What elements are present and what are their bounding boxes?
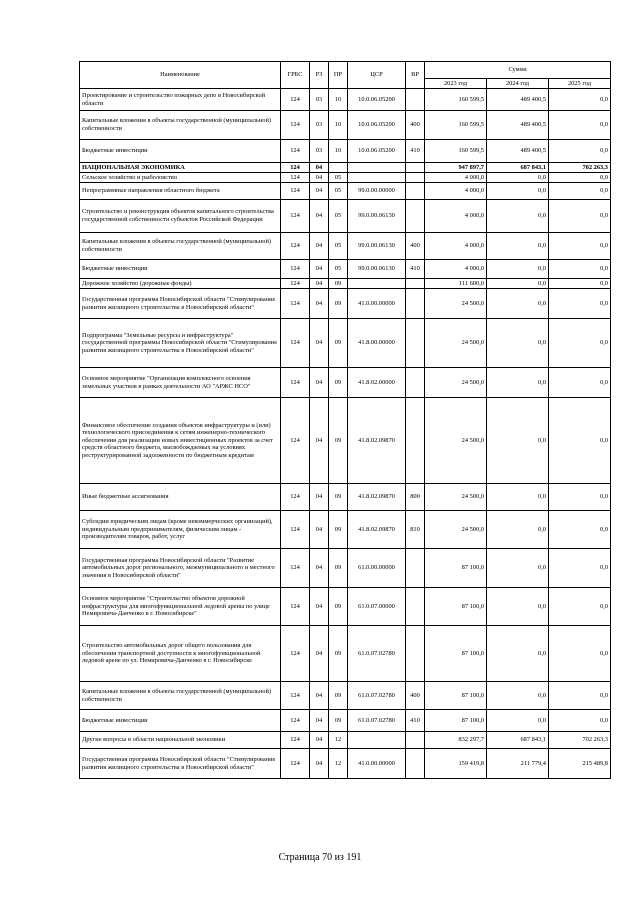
cell-name: Подпрограмма "Земельные ресурсы и инфраструктура" государственной программы Новосибирской области "Стимулирование развития жилищного строительства в Новосибирской области" bbox=[80, 319, 281, 368]
cell-vr bbox=[406, 163, 425, 173]
cell-rz: 04 bbox=[310, 279, 329, 289]
cell-vr bbox=[406, 173, 425, 183]
cell-pr: 09 bbox=[329, 289, 348, 319]
cell-pr: 05 bbox=[329, 183, 348, 200]
cell-2023: 832 297,7 bbox=[425, 732, 487, 749]
cell-grbs: 124 bbox=[281, 511, 310, 549]
cell-grbs: 124 bbox=[281, 626, 310, 682]
budget-table bbox=[79, 61, 611, 779]
cell-pr: 10 bbox=[329, 140, 348, 163]
table-row bbox=[80, 260, 611, 279]
table-row bbox=[80, 289, 611, 319]
table-row bbox=[80, 173, 611, 183]
table-row bbox=[80, 484, 611, 511]
cell-rz: 04 bbox=[310, 173, 329, 183]
cell-csr: 61.0.07.02780 bbox=[348, 710, 406, 732]
cell-csr: 41.8.00.00000 bbox=[348, 319, 406, 368]
table-row bbox=[80, 626, 611, 682]
cell-name: Бюджетные инвестиции bbox=[80, 710, 281, 732]
cell-rz: 04 bbox=[310, 549, 329, 588]
cell-vr: 400 bbox=[406, 233, 425, 260]
cell-name: Строительство автомобильных дорог общего пользования для обеспечения транспортной доступности к многофункциональной ледовой арене по ул. Немировича-Данченко в г. Новосибирске bbox=[80, 626, 281, 682]
cell-2023: 160 599,5 bbox=[425, 140, 487, 163]
cell-grbs: 124 bbox=[281, 140, 310, 163]
col-header-sum: Сумма bbox=[425, 62, 611, 79]
col-header-pr: ПР bbox=[329, 62, 348, 89]
cell-name: Другие вопросы в области национальной экономики bbox=[80, 732, 281, 749]
cell-grbs: 124 bbox=[281, 710, 310, 732]
col-header-name: Наименование bbox=[80, 62, 281, 89]
cell-csr bbox=[348, 173, 406, 183]
table-row bbox=[80, 749, 611, 779]
cell-rz: 04 bbox=[310, 398, 329, 484]
cell-grbs: 124 bbox=[281, 588, 310, 626]
col-header-year-2025: 2025 год bbox=[549, 79, 611, 89]
cell-csr: 99.0.00.06130 bbox=[348, 200, 406, 233]
col-header-csr: ЦСР bbox=[348, 62, 406, 89]
cell-grbs: 124 bbox=[281, 682, 310, 710]
cell-2023: 111 600,0 bbox=[425, 279, 487, 289]
cell-pr: 05 bbox=[329, 233, 348, 260]
cell-rz: 04 bbox=[310, 511, 329, 549]
cell-rz: 04 bbox=[310, 749, 329, 779]
cell-2025: 0,0 bbox=[549, 233, 611, 260]
cell-csr: 99.0.00.00000 bbox=[348, 183, 406, 200]
cell-2025: 0,0 bbox=[549, 511, 611, 549]
cell-grbs: 124 bbox=[281, 163, 310, 173]
cell-pr: 09 bbox=[329, 626, 348, 682]
cell-2025: 0,0 bbox=[549, 588, 611, 626]
cell-grbs: 124 bbox=[281, 111, 310, 140]
cell-vr bbox=[406, 588, 425, 626]
cell-2024: 687 843,1 bbox=[487, 732, 549, 749]
cell-rz: 03 bbox=[310, 140, 329, 163]
cell-csr: 41.8.02.09870 bbox=[348, 398, 406, 484]
cell-rz: 04 bbox=[310, 200, 329, 233]
cell-2023: 160 599,5 bbox=[425, 89, 487, 111]
cell-2024: 0,0 bbox=[487, 183, 549, 200]
page-number: Страница 70 из 191 bbox=[278, 852, 362, 863]
cell-vr bbox=[406, 319, 425, 368]
cell-2025: 0,0 bbox=[549, 183, 611, 200]
cell-2023: 24 500,0 bbox=[425, 368, 487, 398]
cell-name: Непрограммные направления областного бюджета bbox=[80, 183, 281, 200]
cell-name: Государственная программа Новосибирской области "Стимулирование развития жилищного строительства в Новосибирской области" bbox=[80, 749, 281, 779]
cell-csr bbox=[348, 163, 406, 173]
cell-vr: 400 bbox=[406, 111, 425, 140]
cell-2024: 0,0 bbox=[487, 319, 549, 368]
cell-csr: 41.8.02.00000 bbox=[348, 368, 406, 398]
cell-2023: 4 000,0 bbox=[425, 200, 487, 233]
cell-2023: 87 100,0 bbox=[425, 710, 487, 732]
cell-2023: 24 500,0 bbox=[425, 289, 487, 319]
table-row bbox=[80, 588, 611, 626]
cell-2024: 0,0 bbox=[487, 398, 549, 484]
col-header-year-2023: 2023 год bbox=[425, 79, 487, 89]
cell-2023: 159 419,8 bbox=[425, 749, 487, 779]
cell-2025: 0,0 bbox=[549, 710, 611, 732]
cell-2023: 24 500,0 bbox=[425, 511, 487, 549]
cell-vr: 410 bbox=[406, 260, 425, 279]
cell-2025: 0,0 bbox=[549, 279, 611, 289]
cell-grbs: 124 bbox=[281, 233, 310, 260]
cell-csr: 99.0.00.06130 bbox=[348, 233, 406, 260]
cell-2023: 4 000,0 bbox=[425, 183, 487, 200]
cell-rz: 04 bbox=[310, 260, 329, 279]
cell-2025: 0,0 bbox=[549, 173, 611, 183]
cell-name: Государственная программа Новосибирской области "Стимулирование развития жилищного строительства в Новосибирской области" bbox=[80, 289, 281, 319]
table-row bbox=[80, 233, 611, 260]
cell-name: НАЦИОНАЛЬНАЯ ЭКОНОМИКА bbox=[80, 163, 281, 173]
table-row bbox=[80, 549, 611, 588]
cell-csr bbox=[348, 279, 406, 289]
table-row bbox=[80, 319, 611, 368]
cell-csr: 99.0.00.06130 bbox=[348, 260, 406, 279]
cell-2024: 0,0 bbox=[487, 549, 549, 588]
cell-2025: 0,0 bbox=[549, 398, 611, 484]
cell-2025: 0,0 bbox=[549, 89, 611, 111]
table-row bbox=[80, 732, 611, 749]
cell-csr: 41.0.00.00000 bbox=[348, 289, 406, 319]
cell-csr: 61.0.07.00000 bbox=[348, 588, 406, 626]
cell-2024: 489 400,5 bbox=[487, 89, 549, 111]
cell-grbs: 124 bbox=[281, 289, 310, 319]
cell-csr: 61.0.00.00000 bbox=[348, 549, 406, 588]
cell-2023: 24 500,0 bbox=[425, 319, 487, 368]
cell-grbs: 124 bbox=[281, 200, 310, 233]
cell-pr: 09 bbox=[329, 319, 348, 368]
cell-2025: 0,0 bbox=[549, 484, 611, 511]
cell-csr: 10.0.06.05200 bbox=[348, 140, 406, 163]
cell-rz: 04 bbox=[310, 368, 329, 398]
cell-pr: 09 bbox=[329, 682, 348, 710]
table-row bbox=[80, 398, 611, 484]
cell-2025: 0,0 bbox=[549, 626, 611, 682]
cell-vr: 400 bbox=[406, 682, 425, 710]
table-row bbox=[80, 511, 611, 549]
cell-rz: 04 bbox=[310, 732, 329, 749]
cell-rz: 04 bbox=[310, 710, 329, 732]
cell-2024: 0,0 bbox=[487, 173, 549, 183]
cell-2024: 489 400,5 bbox=[487, 111, 549, 140]
cell-grbs: 124 bbox=[281, 183, 310, 200]
col-header-rz: РЗ bbox=[310, 62, 329, 89]
cell-pr: 09 bbox=[329, 368, 348, 398]
col-header-vr: ВР bbox=[406, 62, 425, 89]
cell-2024: 0,0 bbox=[487, 368, 549, 398]
cell-csr: 41.8.02.09870 bbox=[348, 511, 406, 549]
cell-pr: 09 bbox=[329, 279, 348, 289]
cell-2023: 87 100,0 bbox=[425, 682, 487, 710]
cell-name: Финансовое обеспечение создания объектов инфраструктуры и (или) технологического присоединения к сетям инженерно-технического обеспечения для реализации новых инвестиционных проектов за счет средств областного бюджета, высвобождаемых на условиях реструктурированной задолженности по бюджетным кредитам bbox=[80, 398, 281, 484]
cell-2024: 0,0 bbox=[487, 279, 549, 289]
cell-2023: 4 000,0 bbox=[425, 260, 487, 279]
cell-vr bbox=[406, 398, 425, 484]
cell-2024: 0,0 bbox=[487, 682, 549, 710]
cell-pr: 12 bbox=[329, 732, 348, 749]
cell-name: Иные бюджетные ассигнования bbox=[80, 484, 281, 511]
cell-2024: 0,0 bbox=[487, 710, 549, 732]
budget-table-sheet bbox=[79, 61, 610, 779]
cell-2023: 160 599,5 bbox=[425, 111, 487, 140]
cell-name: Сельское хозяйство и рыболовство bbox=[80, 173, 281, 183]
cell-name: Капитальные вложения в объекты государственной (муниципальной) собственности bbox=[80, 233, 281, 260]
cell-rz: 04 bbox=[310, 289, 329, 319]
cell-vr bbox=[406, 200, 425, 233]
cell-2025: 702 263,3 bbox=[549, 163, 611, 173]
table-body bbox=[80, 89, 611, 779]
cell-grbs: 124 bbox=[281, 368, 310, 398]
cell-csr: 61.0.07.02780 bbox=[348, 682, 406, 710]
cell-2024: 0,0 bbox=[487, 289, 549, 319]
cell-name: Проектирование и строительство пожарных депо в Новосибирской области bbox=[80, 89, 281, 111]
cell-2025: 0,0 bbox=[549, 260, 611, 279]
cell-2024: 0,0 bbox=[487, 626, 549, 682]
cell-name: Дорожное хозяйство (дорожные фонды) bbox=[80, 279, 281, 289]
cell-pr bbox=[329, 163, 348, 173]
cell-rz: 04 bbox=[310, 484, 329, 511]
cell-2023: 24 500,0 bbox=[425, 398, 487, 484]
cell-2025: 0,0 bbox=[549, 368, 611, 398]
cell-2024: 687 843,1 bbox=[487, 163, 549, 173]
cell-vr bbox=[406, 279, 425, 289]
cell-2024: 0,0 bbox=[487, 260, 549, 279]
cell-grbs: 124 bbox=[281, 749, 310, 779]
cell-2025: 0,0 bbox=[549, 111, 611, 140]
cell-pr: 10 bbox=[329, 89, 348, 111]
cell-name: Бюджетные инвестиции bbox=[80, 140, 281, 163]
table-row bbox=[80, 140, 611, 163]
cell-vr bbox=[406, 183, 425, 200]
cell-csr bbox=[348, 732, 406, 749]
cell-pr: 09 bbox=[329, 484, 348, 511]
cell-2024: 0,0 bbox=[487, 233, 549, 260]
cell-name: Субсидии юридическим лицам (кроме некоммерческих организаций), индивидуальным предпринимателям, физическим лицам - производителям товаров, работ, услуг bbox=[80, 511, 281, 549]
cell-vr bbox=[406, 626, 425, 682]
cell-2025: 0,0 bbox=[549, 140, 611, 163]
cell-2024: 489 400,5 bbox=[487, 140, 549, 163]
cell-pr: 12 bbox=[329, 749, 348, 779]
cell-2024: 0,0 bbox=[487, 511, 549, 549]
table-row bbox=[80, 710, 611, 732]
table-row bbox=[80, 368, 611, 398]
cell-pr: 10 bbox=[329, 111, 348, 140]
cell-pr: 05 bbox=[329, 260, 348, 279]
col-header-grbs: ГРБС bbox=[281, 62, 310, 89]
cell-name: Капитальные вложения в объекты государственной (муниципальной) собственности bbox=[80, 111, 281, 140]
cell-2025: 702 263,3 bbox=[549, 732, 611, 749]
cell-csr: 10.0.06.05200 bbox=[348, 111, 406, 140]
cell-2025: 0,0 bbox=[549, 682, 611, 710]
cell-name: Государственная программа Новосибирской области "Развитие автомобильных дорог регионального, межмуниципального и местного значения в Новосибирской области" bbox=[80, 549, 281, 588]
cell-2023: 87 100,0 bbox=[425, 549, 487, 588]
cell-rz: 04 bbox=[310, 183, 329, 200]
cell-name: Основное мероприятие "Строительство объектов дорожной инфраструктуры для многофункциональной ледовой арены по улице Немировича-Данченко в г. Новосибирске" bbox=[80, 588, 281, 626]
cell-2023: 24 500,0 bbox=[425, 484, 487, 511]
cell-2025: 0,0 bbox=[549, 319, 611, 368]
cell-csr: 41.0.00.00000 bbox=[348, 749, 406, 779]
cell-csr: 41.8.02.09870 bbox=[348, 484, 406, 511]
table-row bbox=[80, 200, 611, 233]
table-row bbox=[80, 279, 611, 289]
cell-vr: 810 bbox=[406, 511, 425, 549]
cell-rz: 03 bbox=[310, 89, 329, 111]
cell-name: Бюджетные инвестиции bbox=[80, 260, 281, 279]
cell-csr: 10.0.06.05200 bbox=[348, 89, 406, 111]
cell-pr: 05 bbox=[329, 200, 348, 233]
cell-grbs: 124 bbox=[281, 279, 310, 289]
cell-vr bbox=[406, 549, 425, 588]
cell-2023: 947 897,7 bbox=[425, 163, 487, 173]
cell-vr: 410 bbox=[406, 710, 425, 732]
cell-pr: 09 bbox=[329, 511, 348, 549]
col-header-year-2024: 2024 год bbox=[487, 79, 549, 89]
cell-pr: 05 bbox=[329, 173, 348, 183]
cell-rz: 04 bbox=[310, 588, 329, 626]
cell-2024: 0,0 bbox=[487, 200, 549, 233]
table-row bbox=[80, 183, 611, 200]
cell-name: Основное мероприятие "Организация комплексного освоения земельных участков в рамках деятельности АО "АРЖС НСО" bbox=[80, 368, 281, 398]
cell-2025: 0,0 bbox=[549, 200, 611, 233]
cell-vr: 800 bbox=[406, 484, 425, 511]
table-row bbox=[80, 111, 611, 140]
cell-name: Капитальные вложения в объекты государственной (муниципальной) собственности bbox=[80, 682, 281, 710]
cell-grbs: 124 bbox=[281, 398, 310, 484]
cell-2023: 87 100,0 bbox=[425, 588, 487, 626]
cell-rz: 04 bbox=[310, 682, 329, 710]
cell-grbs: 124 bbox=[281, 319, 310, 368]
cell-grbs: 124 bbox=[281, 173, 310, 183]
cell-pr: 09 bbox=[329, 398, 348, 484]
cell-2023: 4 000,0 bbox=[425, 233, 487, 260]
cell-pr: 09 bbox=[329, 710, 348, 732]
cell-vr bbox=[406, 749, 425, 779]
cell-vr bbox=[406, 89, 425, 111]
cell-2023: 4 000,0 bbox=[425, 173, 487, 183]
cell-rz: 04 bbox=[310, 233, 329, 260]
cell-vr bbox=[406, 732, 425, 749]
cell-csr: 61.0.07.02780 bbox=[348, 626, 406, 682]
cell-vr bbox=[406, 289, 425, 319]
table-row bbox=[80, 163, 611, 173]
cell-2024: 0,0 bbox=[487, 588, 549, 626]
cell-2023: 87 100,0 bbox=[425, 626, 487, 682]
cell-name: Строительство и реконструкция объектов капитального строительства государственной собственности субъектов Российской Федерации bbox=[80, 200, 281, 233]
cell-grbs: 124 bbox=[281, 89, 310, 111]
cell-rz: 04 bbox=[310, 319, 329, 368]
cell-grbs: 124 bbox=[281, 260, 310, 279]
table-row bbox=[80, 89, 611, 111]
cell-2025: 215 489,8 bbox=[549, 749, 611, 779]
cell-pr: 09 bbox=[329, 588, 348, 626]
cell-grbs: 124 bbox=[281, 484, 310, 511]
table-row bbox=[80, 682, 611, 710]
cell-vr bbox=[406, 368, 425, 398]
cell-grbs: 124 bbox=[281, 549, 310, 588]
cell-2025: 0,0 bbox=[549, 289, 611, 319]
cell-rz: 04 bbox=[310, 626, 329, 682]
cell-2024: 211 779,4 bbox=[487, 749, 549, 779]
cell-rz: 04 bbox=[310, 163, 329, 173]
cell-vr: 410 bbox=[406, 140, 425, 163]
cell-rz: 03 bbox=[310, 111, 329, 140]
cell-2024: 0,0 bbox=[487, 484, 549, 511]
cell-pr: 09 bbox=[329, 549, 348, 588]
cell-grbs: 124 bbox=[281, 732, 310, 749]
cell-2025: 0,0 bbox=[549, 549, 611, 588]
